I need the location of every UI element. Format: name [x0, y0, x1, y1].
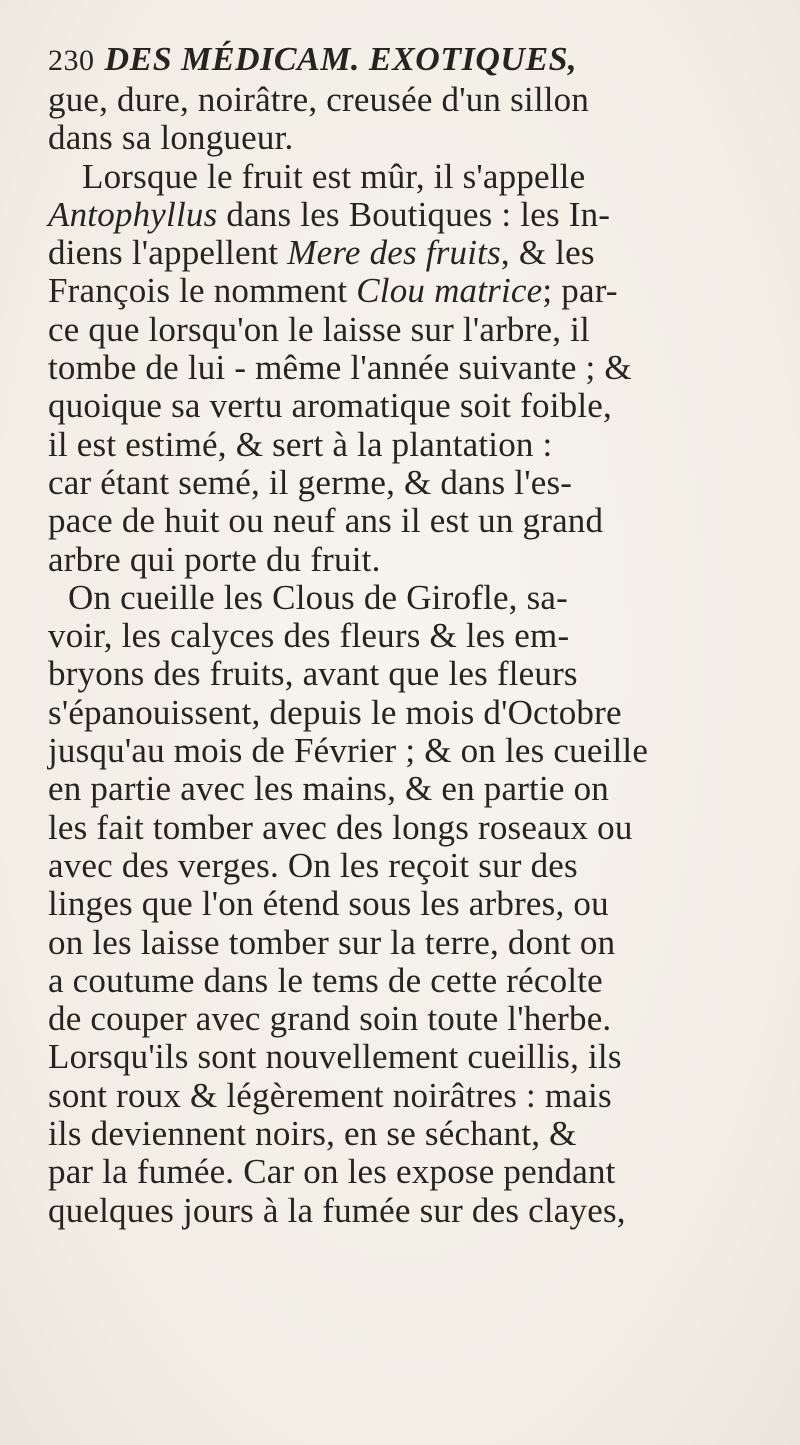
- text-line: arbre qui porte du fruit.: [48, 539, 381, 579]
- running-head: DES MÉDICAM. EXOTIQUES,: [104, 41, 578, 78]
- text-line: Lorsque le fruit est mûr, il s'appelle: [82, 156, 586, 196]
- text-run: ; par-: [542, 271, 618, 311]
- text-line: [48, 234, 778, 272]
- text-line: s'épanouissent, depuis le mois d'Octobre: [48, 692, 622, 732]
- text-line: les fait tomber avec des longs roseaux ou: [48, 807, 633, 847]
- page-number: 230: [48, 44, 95, 77]
- italic-term: Mere des fruits: [287, 233, 501, 273]
- text-line: dans sa longueur.: [48, 118, 294, 158]
- running-header: [48, 40, 778, 81]
- text-line: car étant semé, il germe, & dans l'es-: [48, 462, 573, 502]
- text-line: en partie avec les mains, & en partie on: [48, 769, 609, 809]
- text-run: , & les: [500, 233, 595, 273]
- text-line: [48, 272, 778, 310]
- text-line: jusqu'au mois de Février ; & on les cueille: [48, 731, 649, 771]
- text-line: Lorsqu'ils sont nouvellement cueillis, ils: [48, 1037, 622, 1077]
- text-line: linges que l'on étend sous les arbres, ou: [48, 884, 609, 924]
- text-line: avec des verges. On les reçoit sur des: [48, 845, 578, 885]
- page-text: [48, 40, 778, 1230]
- text-line: par la fumée. Car on les expose pendant: [48, 1152, 616, 1192]
- text-line: [48, 196, 778, 234]
- text-line: a coutume dans le tems de cette récolte: [48, 960, 603, 1000]
- text-line: voir, les calyces des fleurs & les em-: [48, 616, 570, 656]
- text-line: quoique sa vertu aromatique soit foible,: [48, 386, 612, 426]
- text-line: on les laisse tomber sur la terre, dont on: [48, 922, 616, 962]
- text-run: dans les Boutiques : les In-: [217, 194, 611, 234]
- text-line: de couper avec grand soin toute l'herbe.: [48, 999, 612, 1039]
- text-line: bryons des fruits, avant que les fleurs: [48, 654, 578, 694]
- text-line: quelques jours à la fumée sur des clayes,: [48, 1190, 626, 1230]
- italic-term: Clou matrice: [356, 271, 543, 311]
- text-line: ce que lorsqu'on le laisse sur l'arbre, il: [48, 309, 590, 349]
- text-line: On cueille les Clous de Girofle, sa-: [68, 577, 568, 617]
- text-run: François le nomment: [48, 271, 357, 311]
- text-line: ils deviennent noirs, en se séchant, &: [48, 1114, 577, 1154]
- text-line: tombe de lui - même l'année suivante ; &: [48, 348, 632, 388]
- italic-term: Antophyllus: [48, 194, 218, 234]
- text-line: gue, dure, noirâtre, creusée d'un sillon: [48, 80, 590, 119]
- text-line: pace de huit ou neuf ans il est un grand: [48, 501, 604, 541]
- text-line: il est estimé, & sert à la plantation :: [48, 424, 553, 464]
- text-run: diens l'appellent: [48, 233, 288, 273]
- text-line: sont roux & légèrement noirâtres : mais: [48, 1075, 612, 1115]
